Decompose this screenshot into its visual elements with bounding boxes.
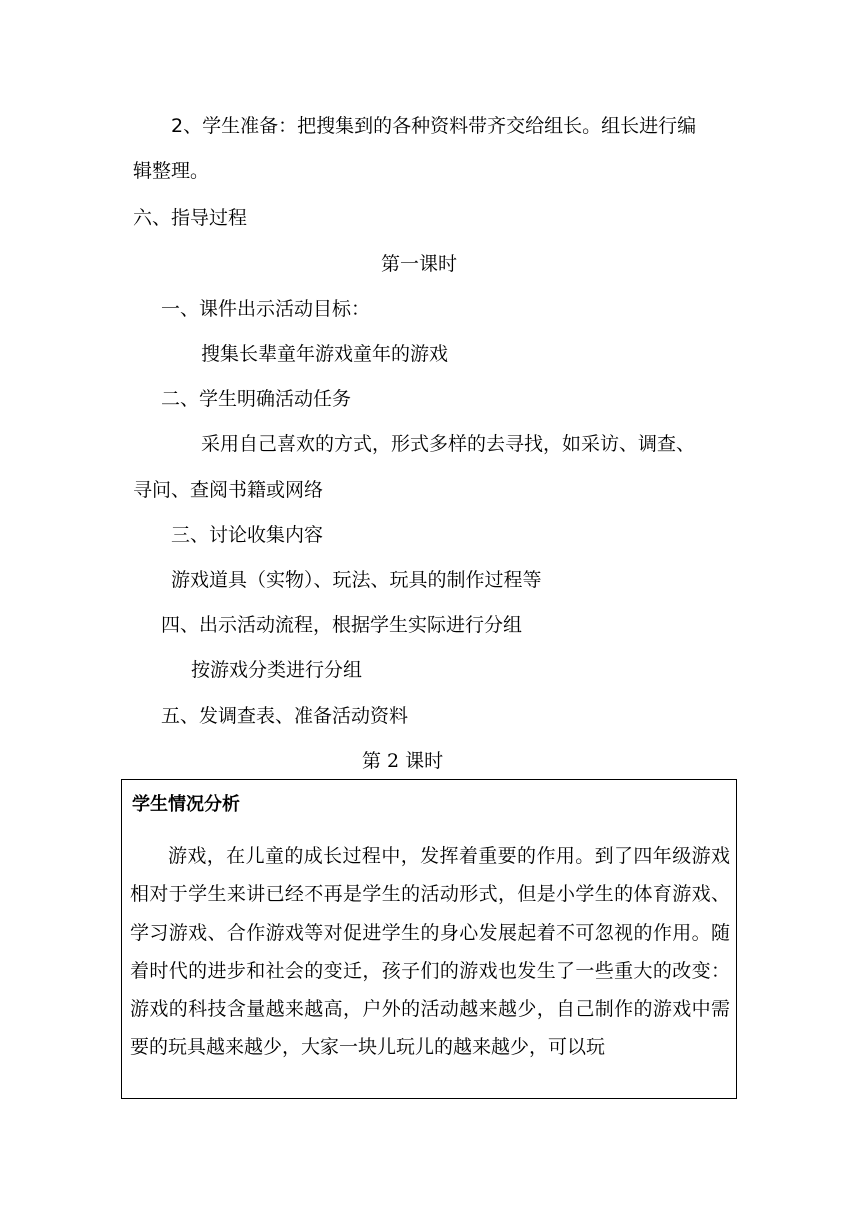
step-2-content-continued: 寻问、查阅书籍或网络	[133, 479, 324, 501]
item-number: 2	[171, 115, 184, 137]
student-analysis-box	[121, 779, 737, 1099]
step-2-content: 采用自己喜欢的方式，形式多样的去寻找，如采访、调查、	[201, 433, 696, 455]
step-2-heading: 二、学生明确活动任务	[161, 388, 352, 410]
item-text: 、学生准备：把搜集到的各种资料带齐交给组长。组长进行编	[183, 115, 697, 137]
section-heading-guidance: 六、指导过程	[133, 207, 248, 229]
box-title: 学生情况分析	[132, 794, 240, 815]
prep-item-2	[171, 113, 696, 139]
step-4-content: 按游戏分类进行分组	[191, 659, 363, 681]
lesson-heading-1: 第一课时	[381, 253, 458, 275]
step-5-heading: 五、发调查表、准备活动资料	[161, 705, 409, 727]
step-3-heading: 三、讨论收集内容	[171, 524, 324, 546]
step-4-heading: 四、出示活动流程，根据学生实际进行分组	[161, 614, 523, 636]
step-1-content: 搜集长辈童年游戏童年的游戏	[201, 343, 449, 365]
box-paragraph: 游戏，在儿童的成长过程中，发挥着重要的作用。到了四年级游戏相对于学生来讲已经不再是学生的活动形式，但是小学生的体育游戏、学习游戏、合作游戏等对促进学生的身心发展起着不可忽视的作用。随着时代的进步和社会的变迁，孩子们的游戏也发生了一些重大的改变：游戏的科技含量越来越高，户外的活动越来越少，自己制作的游戏中需要的玩具越来越少，大家一块儿玩儿的越来越少，可以玩	[130, 845, 730, 1059]
step-1-heading: 一、课件出示活动目标：	[161, 298, 371, 320]
lesson-heading-2: 第 2 课时	[362, 750, 444, 772]
prep-item-2-continued: 辑整理。	[133, 160, 210, 182]
step-3-content: 游戏道具（实物）、玩法、玩具的制作过程等	[171, 569, 542, 591]
